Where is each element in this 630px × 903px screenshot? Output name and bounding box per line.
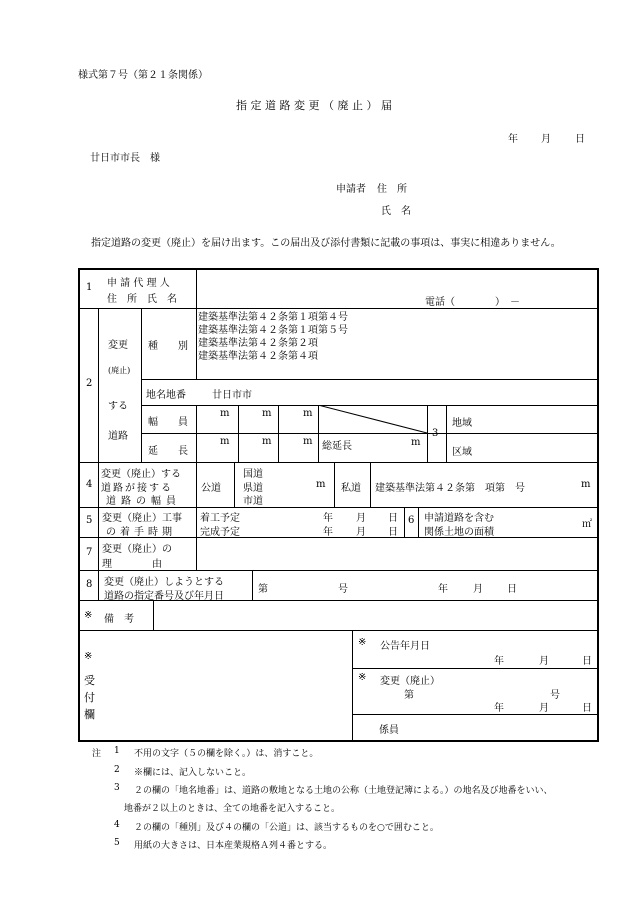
- start-day: 日: [388, 513, 398, 524]
- change-dai: 第: [404, 690, 414, 701]
- note-number: 3: [114, 783, 120, 793]
- designation-month: 月: [473, 584, 483, 595]
- applicant-label: 申請者: [336, 184, 366, 195]
- row5-label-a: 変更（廃止）工事: [102, 513, 182, 524]
- note-text: 地番が２以上のときは、全ての地番を記入すること。: [124, 804, 341, 814]
- addressee: 廿日市市長 様: [90, 153, 160, 164]
- start-month: 月: [356, 513, 366, 524]
- diagonal-line: [318, 405, 428, 435]
- row1-label-b: 住 所 氏 名: [107, 294, 177, 305]
- designation-dai: 第: [258, 584, 268, 595]
- row2-side-d: 道路: [108, 431, 128, 442]
- length-unit-1: m: [220, 436, 230, 447]
- note-number: 5: [114, 838, 120, 848]
- end-month: 月: [356, 527, 366, 538]
- area-label-a: 申請道路を含む: [424, 513, 494, 524]
- private-road-label[interactable]: 私道: [341, 483, 361, 494]
- note-number: 2: [114, 765, 120, 775]
- notice-day: 日: [582, 656, 592, 667]
- note-text: ※欄には、記入しないこと。: [134, 768, 252, 778]
- applicant-name-label: 氏 名: [381, 206, 411, 217]
- area-unit: ㎡: [582, 519, 592, 530]
- notice-year: 年: [494, 656, 504, 667]
- public-road-label[interactable]: 公道: [201, 483, 221, 494]
- national-road-label[interactable]: 国道: [243, 469, 263, 480]
- row8-label-a: 変更（廃止）しようとする: [104, 577, 224, 588]
- width-unit-2: m: [262, 408, 272, 419]
- row6-number: 6: [408, 515, 415, 526]
- length-unit-3: m: [303, 436, 313, 447]
- lot-value: 廿日市市: [212, 390, 252, 401]
- area-label-b: 関係土地の面積: [424, 527, 494, 538]
- width-label: 幅 員: [148, 417, 188, 428]
- row5-number: 5: [86, 515, 93, 526]
- road-type-item[interactable]: 建築基準法第４２条第１項第４号: [198, 312, 348, 323]
- road-type-item[interactable]: 建築基準法第４２条第４項: [198, 351, 318, 362]
- row2-side-c: する: [108, 401, 128, 412]
- date-month: 月: [541, 134, 551, 145]
- row4-label-c: 道路の幅員: [106, 496, 181, 507]
- designation-year: 年: [438, 584, 448, 595]
- row4-label-a: 変更（廃止）する: [101, 469, 181, 480]
- change-year: 年: [494, 703, 504, 714]
- change-label: 変更（廃止）: [380, 676, 440, 687]
- width-unit-3: m: [303, 408, 313, 419]
- change-day: 日: [582, 703, 592, 714]
- road-types: [198, 311, 348, 363]
- applicant-address-label: 住 所: [377, 184, 407, 195]
- lot-label: 地名地番: [146, 390, 186, 401]
- zone-label-b: 区域: [452, 447, 472, 458]
- row1-number: 1: [86, 282, 93, 293]
- row2-side-a: 変更: [108, 340, 128, 351]
- zone-number: 3: [432, 428, 439, 439]
- row7-label-b: 理 由: [102, 559, 162, 570]
- length-unit-2: m: [262, 436, 272, 447]
- row7-label-a: 変更（廃止）の: [102, 544, 172, 555]
- page-title: 指 定 道 路 変 更 （ 廃 止 ） 届: [236, 99, 392, 112]
- date-day: 日: [575, 134, 585, 145]
- date-year: 年: [508, 134, 518, 145]
- designation-go: 号: [338, 584, 348, 595]
- designation-day: 日: [507, 584, 517, 595]
- row5-label-b: の着手時期: [106, 527, 176, 538]
- row8-label-b: 道路の指定番号及び年月日: [104, 591, 224, 602]
- total-length-unit: m: [411, 437, 421, 448]
- form-number: 様式第７号（第２１条関係）: [78, 70, 208, 81]
- note-text: ２の欄の「地名地番」は、道路の敷地となる土地の公称（土地登記簿による。）の地名及び地番をいい、: [134, 786, 553, 796]
- end-year: 年: [323, 527, 333, 538]
- length-label: 延 長: [148, 446, 188, 457]
- road-type-item[interactable]: 建築基準法第４２条第１項第５号: [198, 325, 348, 336]
- phone-label: 電話（ ） －: [425, 297, 520, 308]
- road-type-item[interactable]: 建築基準法第４２条第２項: [198, 338, 318, 349]
- type-label: 種 別: [148, 341, 188, 352]
- prefectural-road-label[interactable]: 県道: [243, 483, 263, 494]
- note-text: ２の欄の「種別」及び４の欄の「公道」は、該当するものを○で囲むこと。: [134, 823, 439, 833]
- change-go: 号: [550, 690, 560, 701]
- width-unit-1: m: [220, 408, 230, 419]
- reception-mark: ※: [84, 651, 93, 662]
- municipal-road-label[interactable]: 市道: [243, 496, 263, 507]
- row4-label-b: 道路が接する: [101, 483, 173, 494]
- end-label: 完成予定: [200, 527, 240, 538]
- note-text: 不用の文字（５の欄を除く。）は、消すこと。: [134, 749, 319, 759]
- start-label: 着工予定: [200, 513, 240, 524]
- row4-number: 4: [86, 479, 93, 490]
- remarks-mark: ※: [84, 610, 93, 621]
- note-text: 用紙の大きさは、日本産業規格Ａ列４番とする。: [134, 841, 333, 851]
- private-width-unit: m: [581, 479, 591, 490]
- private-road-law: 建築基準法第４２条第 項第 号: [375, 483, 525, 494]
- row2-side-b: (廃止): [108, 366, 131, 375]
- staff-label: 係員: [379, 725, 399, 736]
- change-mark: ※: [358, 672, 367, 683]
- row1-label-a: 申 請 代 理 人: [107, 278, 170, 289]
- zone-label-a: 地域: [452, 418, 472, 429]
- notice-mark: ※: [358, 637, 367, 648]
- reception-label: 受付欄: [84, 674, 95, 721]
- public-width-unit: m: [316, 479, 326, 490]
- total-length-label: 総延長: [322, 441, 352, 452]
- end-day: 日: [388, 527, 398, 538]
- row8-number: 8: [86, 579, 93, 590]
- remarks-label: 備 考: [104, 614, 134, 625]
- notes-prefix: 注: [92, 749, 102, 759]
- notice-label: 公告年月日: [380, 641, 430, 652]
- change-month: 月: [539, 703, 549, 714]
- row2-number: 2: [86, 378, 93, 389]
- note-number: 1: [114, 746, 120, 756]
- note-number: 4: [114, 820, 120, 830]
- start-year: 年: [323, 513, 333, 524]
- declaration: 指定道路の変更（廃止）を届け出ます。この届出及び添付書類に記載の事項は、事実に相違ありません。: [91, 238, 561, 249]
- row7-number: 7: [86, 547, 93, 558]
- notice-month: 月: [539, 656, 549, 667]
